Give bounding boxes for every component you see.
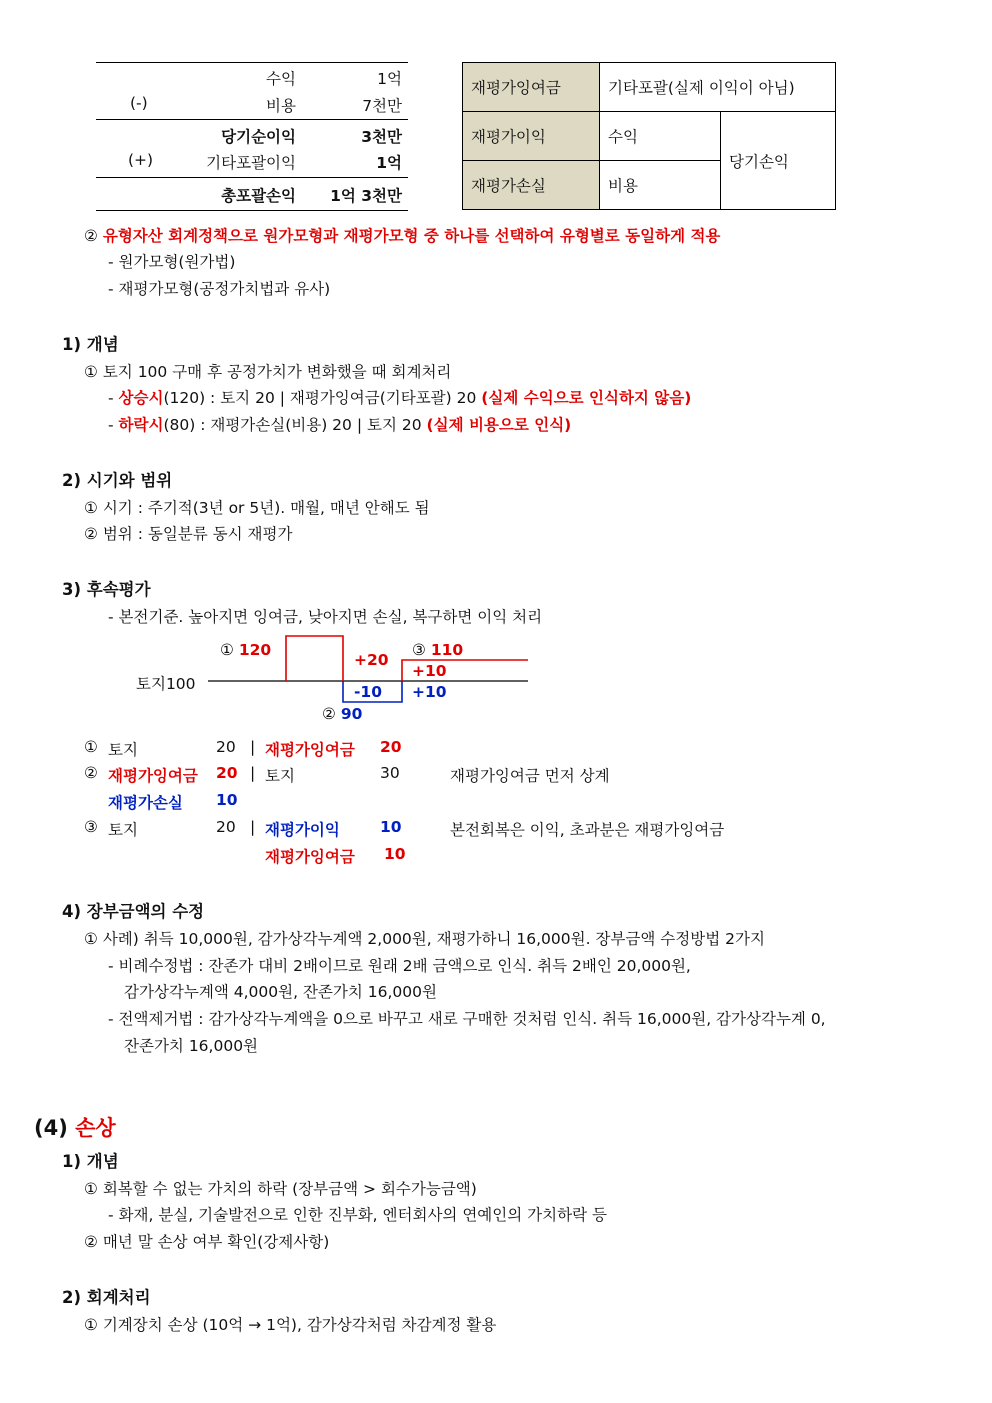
plus20-label: +20 xyxy=(354,651,389,669)
entry-note: 본전회복은 이익, 초과분은 재평가잉여금 xyxy=(450,821,725,839)
marker-3 xyxy=(412,641,463,659)
row-value: 1억 xyxy=(377,70,402,88)
list-item: ① 토지 100 구매 후 공정가치가 변화했을 때 회계처리 xyxy=(84,363,452,381)
list-item: - 비례수정법 : 잔존가 대비 2배이므로 원래 2배 금액으로 인식. 취득 2배인 20,000원, xyxy=(108,957,691,975)
marker-2 xyxy=(322,705,362,723)
list-item: - 전액제거법 : 감가상각누계액을 0으로 바꾸고 새로 구매한 것처럼 인식. 취득 16,000원, 감가상각누계 0, xyxy=(108,1010,826,1028)
entry-debit-value: 20 xyxy=(216,738,236,756)
section-title: 2) 회계처리 xyxy=(62,1288,151,1307)
entry-sep: | xyxy=(250,738,256,756)
fall-text: (80) : 재평가손실(비용) 20 | 토지 20 xyxy=(163,416,427,434)
base-label: 토지100 xyxy=(136,675,196,693)
list-item: - 재평가모형(공정가치법과 유사) xyxy=(108,280,331,298)
row-value: 1억 3천만 xyxy=(330,187,402,205)
entry-debit: 토지 xyxy=(108,821,138,839)
entry-num: ③ xyxy=(84,818,98,836)
entry-debit: 재평가손실 xyxy=(108,794,183,812)
part-title xyxy=(34,1112,116,1142)
cell: 수익 xyxy=(600,112,721,161)
circle-number: ① xyxy=(220,641,234,659)
list-item-cont: 잔존가치 16,000원 xyxy=(124,1037,259,1055)
entry-credit-value: 30 xyxy=(380,764,400,782)
cell: 비용 xyxy=(600,161,721,210)
marker-1 xyxy=(220,641,271,659)
rise-text: (120) : 토지 20 | 재평가잉여금(기타포괄) 20 xyxy=(163,389,482,407)
list-item: ① 회복할 수 없는 가치의 하락 (장부금액 > 회수가능금액) xyxy=(84,1180,477,1198)
plus10-blue-label: +10 xyxy=(412,683,447,701)
row-sign: (+) xyxy=(128,151,154,169)
circle-number: ② xyxy=(84,227,98,245)
cell-header: 재평가손실 xyxy=(463,161,600,210)
entry-note: 재평가잉여금 먼저 상계 xyxy=(450,767,610,785)
row-value: 1억 xyxy=(376,154,402,172)
list-item: - 본전기준. 높아지면 잉여금, 낮아지면 손실, 복구하면 이익 처리 xyxy=(108,608,543,626)
row-label: 당기순이익 xyxy=(221,128,296,146)
cell-header: 재평가이익 xyxy=(463,112,600,161)
entry-num: ① xyxy=(84,738,98,756)
entry-debit-value: 20 xyxy=(216,818,236,836)
entry-credit: 재평가이익 xyxy=(265,821,340,839)
marker-value: 110 xyxy=(430,641,464,659)
section-title: 1) 개념 xyxy=(62,335,119,354)
entry-debit-value: 20 xyxy=(216,764,238,782)
row-label: 수익 xyxy=(266,70,296,88)
list-item: - 원가모형(원가법) xyxy=(108,253,236,271)
entry-debit-value: 10 xyxy=(216,791,238,809)
list-item: ① 시기 : 주기적(3년 or 5년). 매월, 매년 안해도 됨 xyxy=(84,499,430,517)
dash: - xyxy=(108,416,119,434)
list-item: ① 기계장치 손상 (10억 → 1억), 감가상각처럼 차감계정 활용 xyxy=(84,1316,497,1334)
row-label: 총포괄손익 xyxy=(221,187,296,205)
list-item: - 화재, 분실, 기술발전으로 인한 진부화, 엔터회사의 연예인의 가치하락 등 xyxy=(108,1206,607,1224)
entry-sep: | xyxy=(250,818,256,836)
circle-number: ② xyxy=(322,705,336,723)
minus10-label: -10 xyxy=(354,683,383,701)
entry-credit-value: 10 xyxy=(384,845,406,863)
row-label: 비용 xyxy=(266,97,296,115)
list-item-cont: 감가상각누계액 4,000원, 잔존가치 16,000원 xyxy=(124,983,437,1001)
row-label: 기타포괄이익 xyxy=(206,154,296,172)
part-number: (4) xyxy=(34,1116,76,1140)
cell-header: 재평가잉여금 xyxy=(463,63,600,112)
section-title: 4) 장부금액의 수정 xyxy=(62,902,205,921)
entry-num: ② xyxy=(84,764,98,782)
list-item: ② 매년 말 손상 여부 확인(강제사항) xyxy=(84,1233,330,1251)
marker-value: 90 xyxy=(340,705,363,723)
policy-text: 유형자산 회계정책으로 원가모형과 재평가모형 중 하나를 선택하여 유형별로 동일하게 적용 xyxy=(102,227,721,245)
rise-label: 상승시 xyxy=(118,389,164,407)
list-item: ① 사례) 취득 10,000원, 감가상각누계액 2,000원, 재평가하니 16,000원. 장부금액 수정방법 2가지 xyxy=(84,930,765,948)
row-value: 7천만 xyxy=(362,97,402,115)
part-name: 손상 xyxy=(75,1116,116,1140)
dash: - xyxy=(108,389,119,407)
row-sign: (-) xyxy=(130,94,148,112)
marker-value: 120 xyxy=(238,641,272,659)
rise-box xyxy=(286,636,343,681)
section-title: 1) 개념 xyxy=(62,1152,119,1171)
cell: 기타포괄(실제 이익이 아님) xyxy=(600,63,836,112)
entry-credit: 토지 xyxy=(265,767,295,785)
circle-number: ③ xyxy=(412,641,426,659)
section-title: 3) 후속평가 xyxy=(62,580,151,599)
entry-credit-value: 10 xyxy=(380,818,402,836)
entry-credit-value: 20 xyxy=(380,738,402,756)
fall-note: (실제 비용으로 인식) xyxy=(426,416,572,434)
entry-debit: 토지 xyxy=(108,741,138,759)
entry-debit: 재평가잉여금 xyxy=(108,767,198,785)
rise-note: (실제 수익으로 인식하지 않음) xyxy=(481,389,692,407)
entry-credit: 재평가잉여금 xyxy=(265,848,355,866)
plus10-red-label: +10 xyxy=(412,662,447,680)
section-title: 2) 시기와 범위 xyxy=(62,471,173,490)
list-item: ② 범위 : 동일분류 동시 재평가 xyxy=(84,525,293,543)
fall-label: 하락시 xyxy=(118,416,164,434)
entry-sep: | xyxy=(250,764,256,782)
entry-credit: 재평가잉여금 xyxy=(265,741,355,759)
cell-merged: 당기손익 xyxy=(721,112,836,210)
row-value: 3천만 xyxy=(361,128,402,146)
